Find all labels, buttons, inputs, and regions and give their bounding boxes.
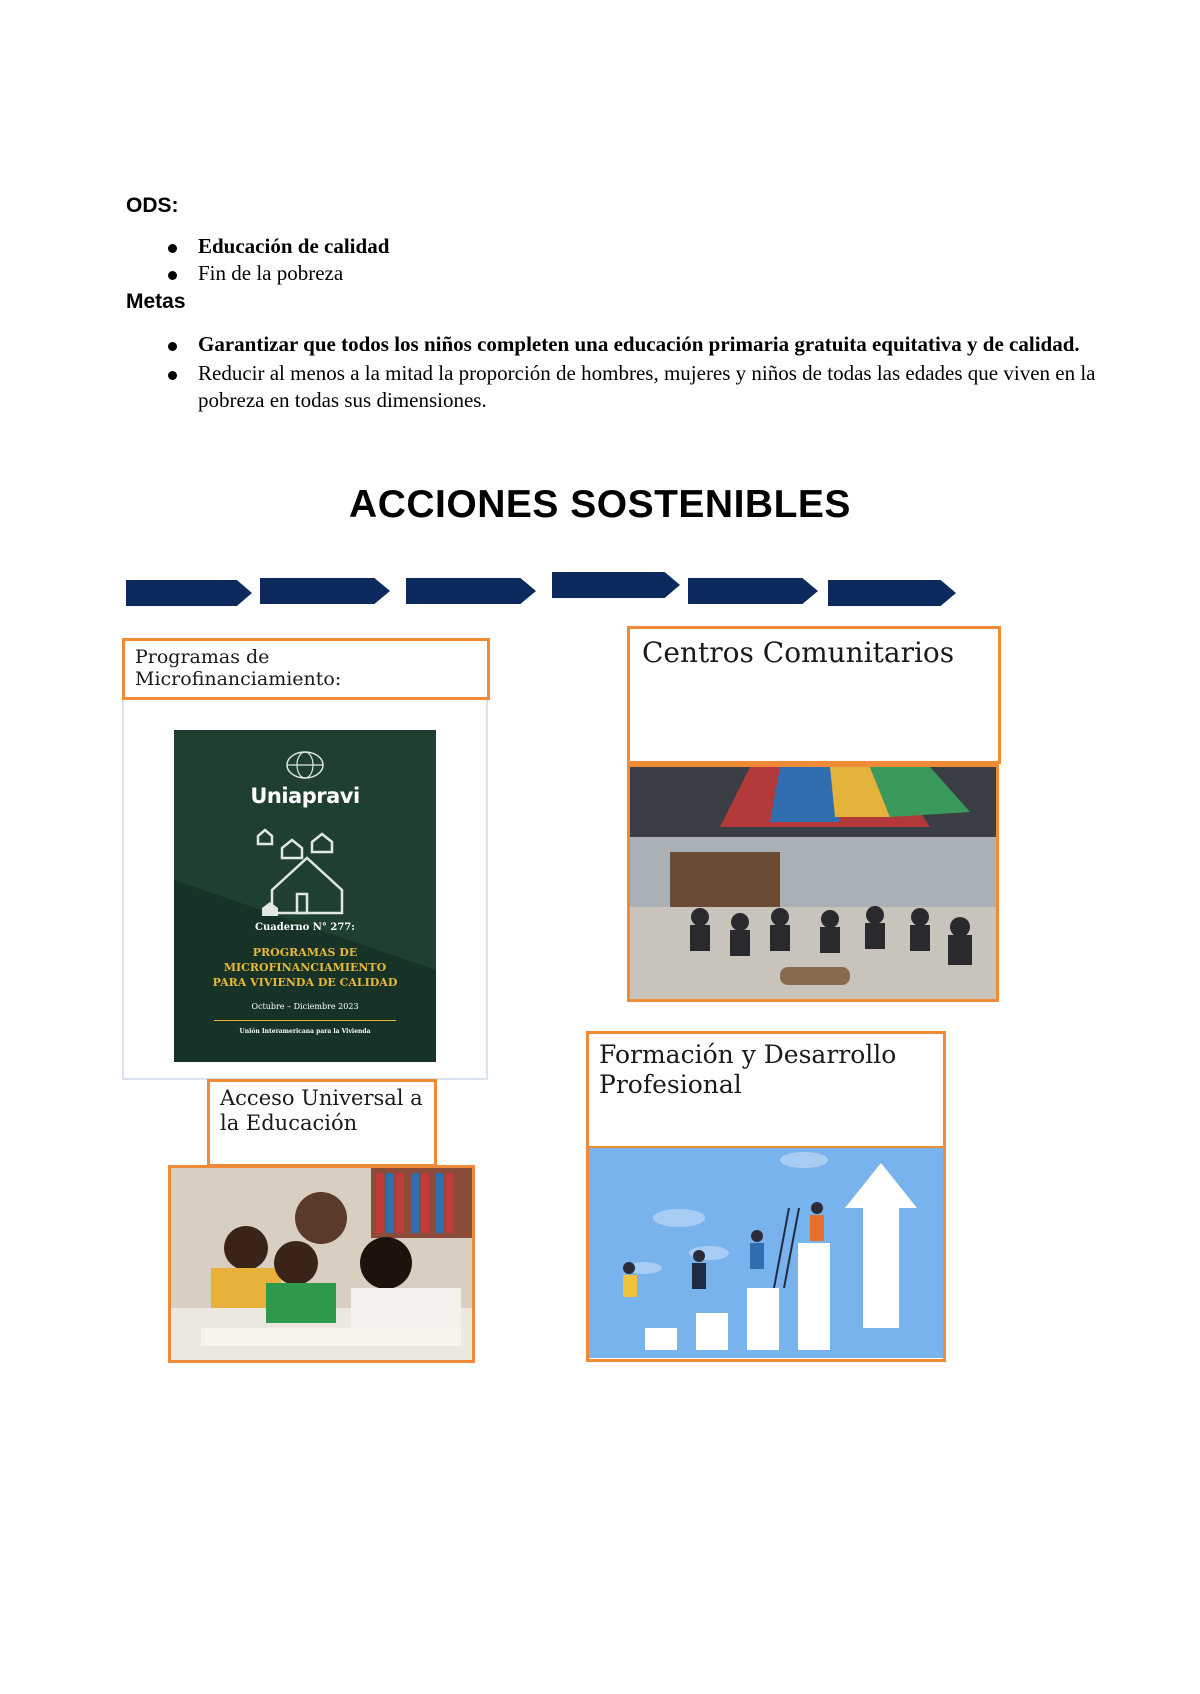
meta-item: Garantizar que todos los niños completen una educación primaria gratuita equitativa y de calidad. [126,331,1126,358]
ods-label: ODS: [126,194,179,217]
ods-list [126,233,1126,287]
metas-label: Metas [126,290,186,313]
card-label-text: Centros Comunitarios [642,636,955,669]
card-educacion-label [207,1079,437,1167]
cover-title-line: PARA VIVIENDA DE CALIDAD [212,976,398,989]
card-formacion-label [586,1031,946,1149]
career-growth-illustration [586,1148,946,1362]
community-center-photo [627,764,999,1002]
cover-period: Octubre – Diciembre 2023 [251,1002,359,1011]
ods-item: Educación de calidad [126,233,1126,260]
metas-list [126,331,1126,414]
card-centros-label [627,626,1001,764]
globe-logo-icon [285,750,325,780]
process-arrow [260,578,390,604]
cover-title-line: MICROFINANCIAMIENTO [223,961,387,974]
process-arrow [406,578,536,604]
page-title: ACCIONES SOSTENIBLES [349,483,851,526]
cover-cuaderno: Cuaderno N° 277: [255,922,355,933]
cover-brand: Uniapravi [250,784,360,808]
cover-title [174,945,436,990]
microfinanciamiento-cover [174,730,436,1062]
cover-footer: Unión Interamericana para la Vivienda [239,1028,371,1035]
card-microfinanciamiento-label [122,638,490,700]
process-arrow [688,578,818,604]
card-label-text: Acceso Universal a la Educación [220,1086,423,1135]
process-arrow [126,580,252,606]
card-label-text: Formación y Desarrollo Profesional [599,1040,897,1099]
card-label-text: Programas de Microfinanciamiento: [135,646,342,690]
meta-item: Reducir al menos a la mitad la proporción de hombres, mujeres y niños de todas las edades que viven en la pobreza en todas sus dimensiones. [126,360,1126,414]
process-arrow [828,580,956,606]
houses-icon [252,818,362,918]
process-arrow [552,572,680,598]
cover-title-line: PROGRAMAS DE [252,946,358,959]
education-photo [168,1165,475,1363]
ods-item: Fin de la pobreza [126,260,1126,287]
